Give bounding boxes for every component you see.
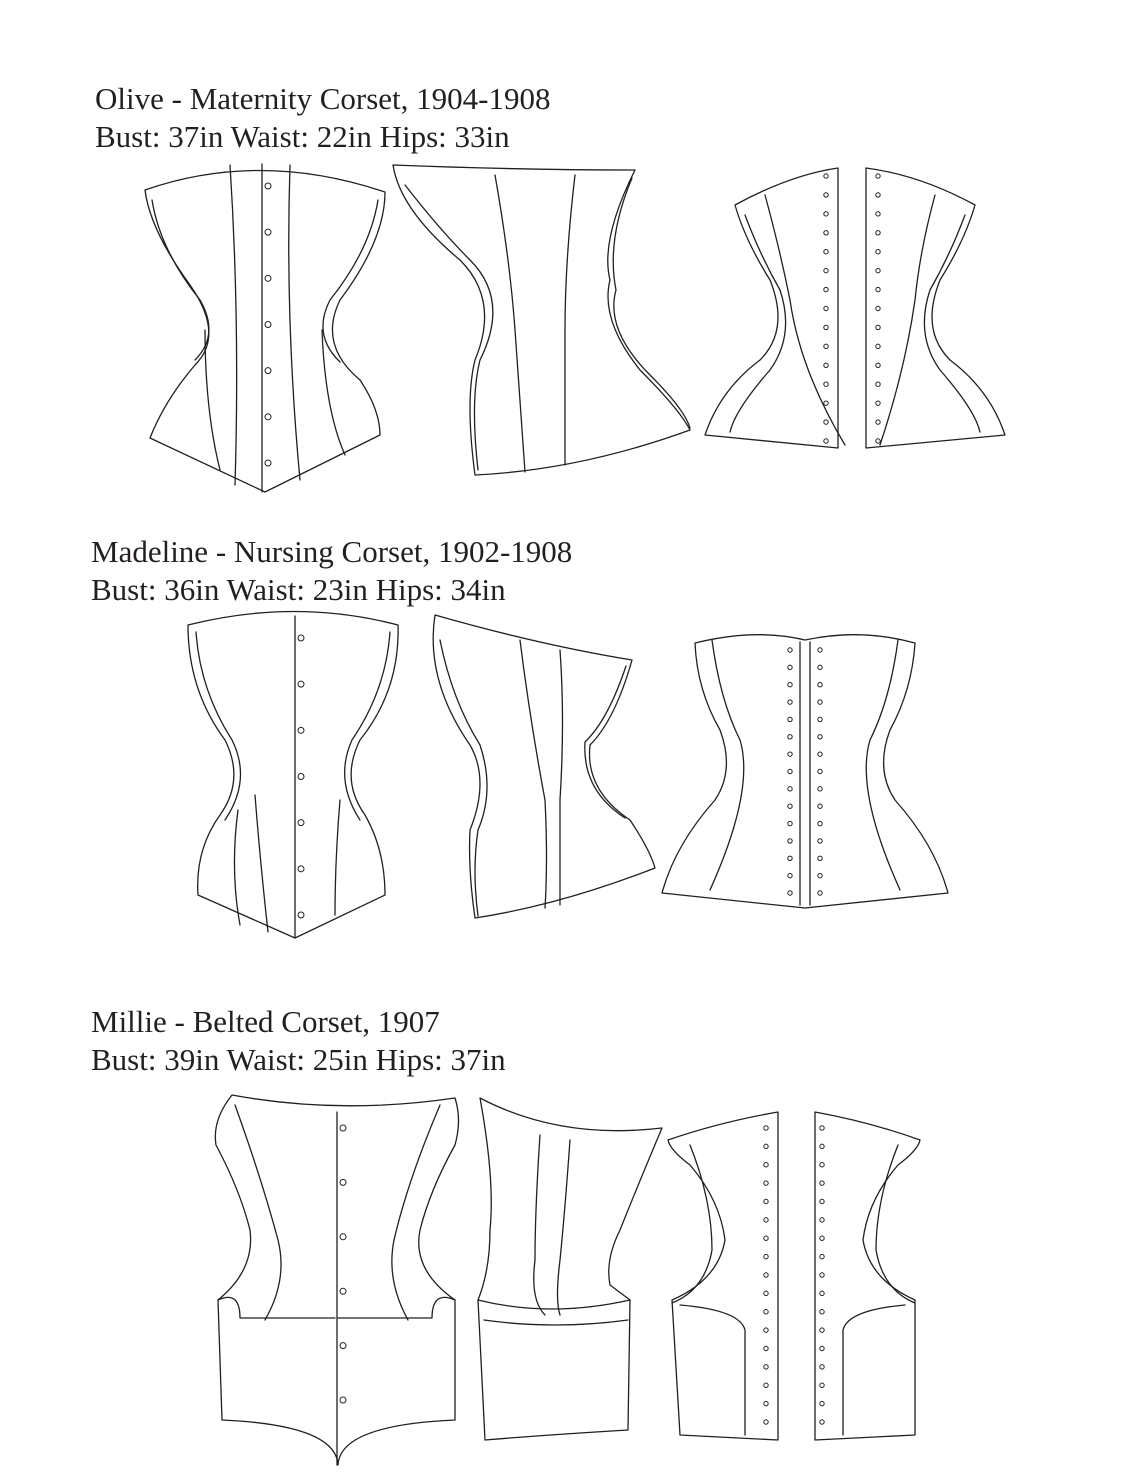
lacing-eyelet	[820, 1273, 824, 1277]
lacing-eyelet	[764, 1310, 768, 1314]
corset-title: Madeline - Nursing Corset, 1902-1908	[91, 534, 573, 569]
lacing-eyelet	[820, 1144, 824, 1148]
lacing-eyelet	[820, 1291, 824, 1295]
lacing-eyelet	[764, 1163, 768, 1167]
millie-front-hooks	[340, 1125, 346, 1403]
corset-measurements: Bust: 36in Waist: 23in Hips: 34in	[91, 572, 506, 607]
lacing-eyelet	[820, 1346, 824, 1350]
lacing-eyelet	[764, 1383, 768, 1387]
corset-measurements: Bust: 39in Waist: 25in Hips: 37in	[91, 1042, 506, 1077]
lacing-eyelet	[764, 1236, 768, 1240]
lacing-eyelet	[764, 1254, 768, 1258]
lacing-eyelet	[764, 1346, 768, 1350]
lacing-eyelet	[820, 1328, 824, 1332]
busk-hook	[340, 1343, 346, 1349]
corset-title: Olive - Maternity Corset, 1904-1908	[95, 81, 551, 116]
lacing-eyelet	[820, 1383, 824, 1387]
lacing-eyelet	[820, 1420, 824, 1424]
lacing-eyelet	[820, 1365, 824, 1369]
lacing-eyelet	[764, 1273, 768, 1277]
busk-hook	[340, 1234, 346, 1240]
lacing-eyelet	[820, 1254, 824, 1258]
lacing-eyelet	[820, 1401, 824, 1405]
lacing-eyelet	[820, 1126, 824, 1130]
lacing-eyelet	[764, 1291, 768, 1295]
millie-back-view	[668, 1112, 920, 1440]
busk-hook	[340, 1125, 346, 1131]
lacing-eyelet	[764, 1328, 768, 1332]
lacing-eyelet	[764, 1218, 768, 1222]
lacing-eyelet	[764, 1365, 768, 1369]
millie-side-view	[478, 1098, 662, 1440]
lacing-eyelet	[764, 1199, 768, 1203]
lacing-eyelet	[820, 1310, 824, 1314]
lacing-eyelet	[764, 1181, 768, 1185]
busk-hook	[340, 1179, 346, 1185]
corset-measurements: Bust: 37in Waist: 22in Hips: 33in	[95, 119, 510, 154]
lacing-eyelet	[820, 1236, 824, 1240]
busk-hook	[340, 1288, 346, 1294]
lacing-eyelet	[820, 1218, 824, 1222]
lacing-eyelet	[764, 1420, 768, 1424]
lacing-eyelet	[764, 1126, 768, 1130]
lacing-eyelet	[764, 1144, 768, 1148]
lacing-eyelet	[820, 1181, 824, 1185]
busk-hook	[340, 1397, 346, 1403]
lacing-eyelet	[820, 1163, 824, 1167]
millie-front-view	[215, 1095, 458, 1465]
corset-title: Millie - Belted Corset, 1907	[91, 1004, 440, 1039]
lacing-eyelet	[764, 1401, 768, 1405]
lacing-eyelet	[820, 1199, 824, 1203]
